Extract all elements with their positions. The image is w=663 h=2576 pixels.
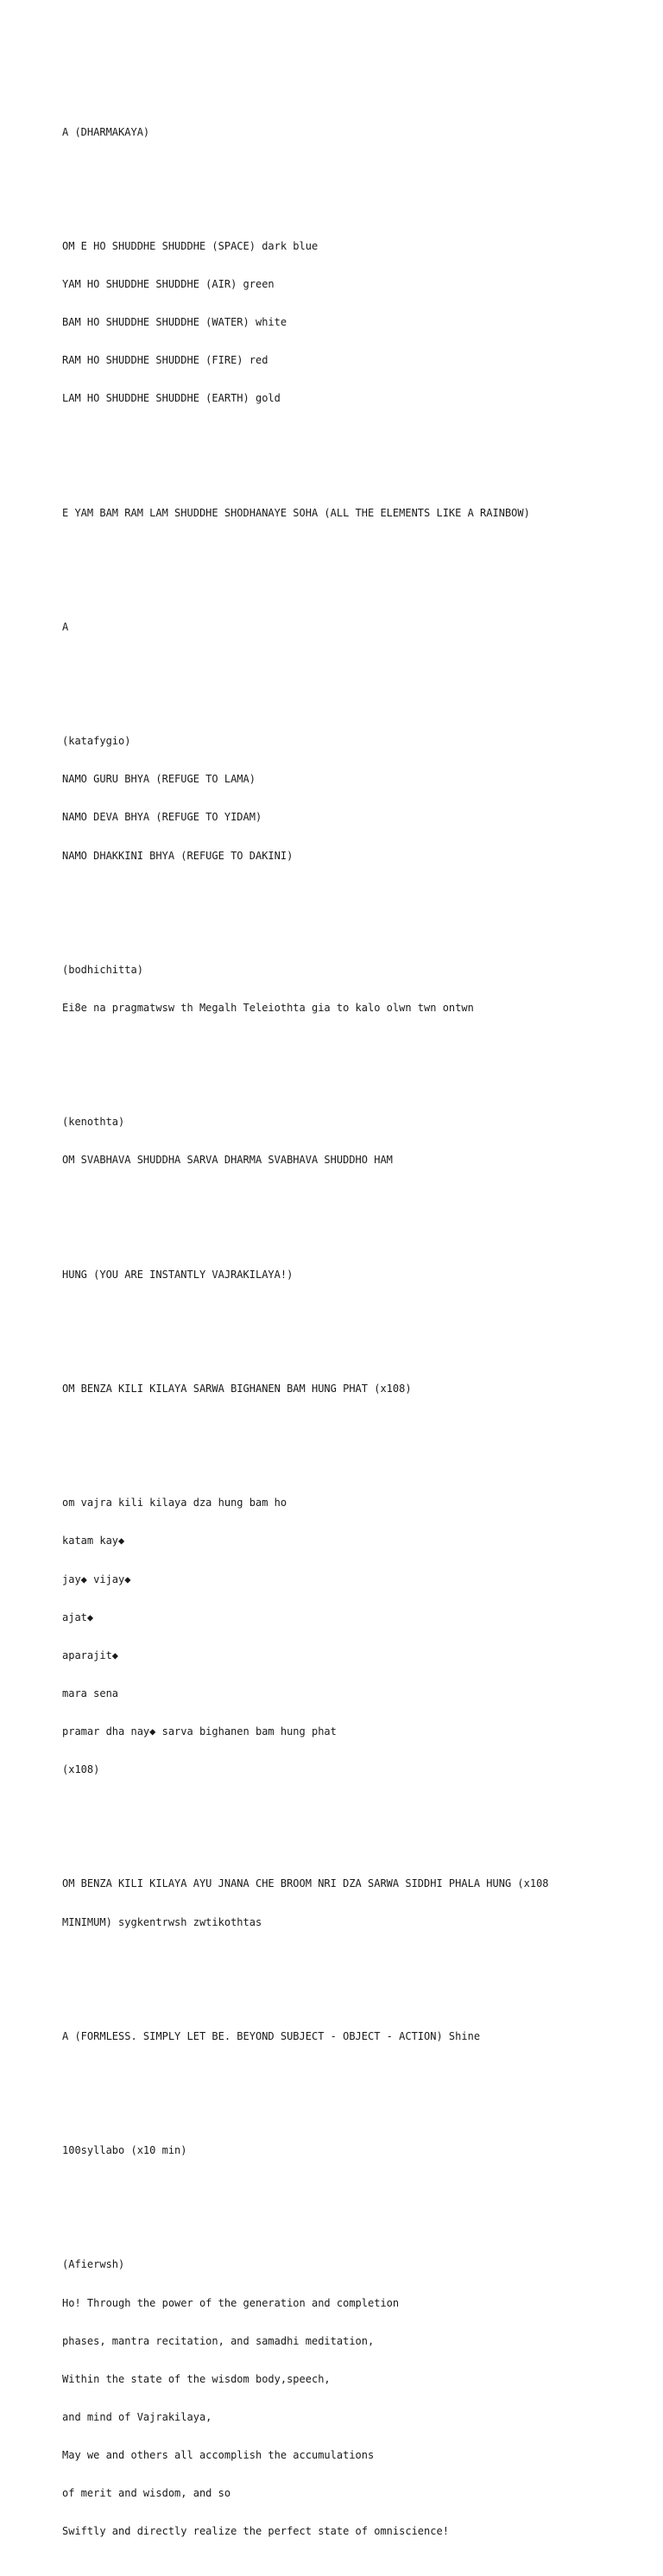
text-line: OM E HO SHUDDHE SHUDDHE (SPACE) dark blue [62,239,319,252]
text-line: pramar dha nay◆ sarva bighanen bam hung phat [62,1725,337,1737]
text-line: NAMO DEVA BHYA (REFUGE TO YIDAM) [62,811,262,824]
text-line: (Afierwsh) [62,2258,125,2271]
benza-mantra [62,1358,615,1421]
vajra-kili-mantra [62,1472,615,1801]
text-line: katam kay◆ [62,1535,125,1547]
bodhichitta-section [62,938,615,1040]
text-line: NAMO GURU BHYA (REFUGE TO LAMA) [62,773,256,786]
text-line: (x108) [62,1763,100,1776]
formless-line [62,2004,615,2068]
hundred-syllable-line [62,2119,615,2183]
text-line: Ho! Through the power of the generation and completion [62,2296,400,2309]
dedication-section [62,2233,615,2563]
text-line: BAM HO SHUDDHE SHUDDHE (WATER) white [62,316,287,329]
text-line: OM BENZA KILI KILAYA SARWA BIGHANEN BAM HUNG PHAT (x108) [62,1383,412,1395]
text-line: OM SVABHAVA SHUDDHA SARVA DHARMA SVABHAVA SHUDDHO HAM [62,1154,393,1167]
ayu-jnana-mantra [62,1852,615,1954]
text-line: 100syllabo (x10 min) [62,2144,187,2157]
text-line: ajat◆ [62,1611,94,1623]
syllable-a [62,595,615,659]
text-line: YAM HO SHUDDHE SHUDDHE (AIR) green [62,277,275,290]
text-line: HUNG (YOU ARE INSTANTLY VAJRAKILAYA!) [62,1268,294,1281]
text-line: Within the state of the wisdom body,speech, [62,2372,331,2385]
text-line: OM BENZA KILI KILAYA AYU JNANA CHE BROOM NRI DZA SARWA SIDDHI PHALA HUNG (x108 [62,1877,549,1890]
elements-mantras [62,214,615,430]
rainbow-mantra [62,481,615,545]
text-line: of merit and wisdom, and so [62,2487,231,2500]
text-line: A [62,620,69,633]
text-line: phases, mantra recitation, and samadhi meditation, [62,2334,375,2347]
emptiness-section [62,1091,615,1193]
text-line: May we and others all accomplish the accumulations [62,2448,375,2461]
text-line: LAM HO SHUDDHE SHUDDHE (EARTH) gold [62,392,281,405]
text-line: Ei8e na pragmatwsw th Megalh Teleiothta gia to kalo olwn twn ontwn [62,1001,474,1014]
text-line: Swiftly and directly realize the perfect state of omniscience! [62,2525,449,2538]
refuge-section [62,710,615,888]
text-line: A (FORMLESS. SIMPLY LET BE. BEYOND SUBJECT - OBJECT - ACTION) Shine [62,2029,481,2042]
text-line: mara sena [62,1687,119,1699]
text-line: E YAM BAM RAM LAM SHUDDHE SHODHANAYE SOHA (ALL THE ELEMENTS LIKE A RAINBOW) [62,506,530,519]
text-line: (bodhichitta) [62,963,143,976]
text-line: (katafygio) [62,735,131,748]
hung-line [62,1243,615,1307]
text-line: A (DHARMAKAYA) [62,125,150,138]
text-line: NAMO DHAKKINI BHYA (REFUGE TO DAKINI) [62,849,294,862]
text-line: RAM HO SHUDDHE SHUDDHE (FIRE) red [62,354,268,367]
text-line: MINIMUM) sygkentrwsh zwtikothtas [62,1915,262,1928]
text-line: om vajra kili kilaya dza hung bam ho [62,1497,287,1510]
heading-dharmakaya [62,100,615,164]
text-line: aparajit◆ [62,1649,119,1661]
text-line: and mind of Vajrakilaya, [62,2410,212,2423]
text-line: (kenothta) [62,1116,125,1129]
text-line: jay◆ vijay◆ [62,1573,131,1585]
document-page [62,62,615,2576]
